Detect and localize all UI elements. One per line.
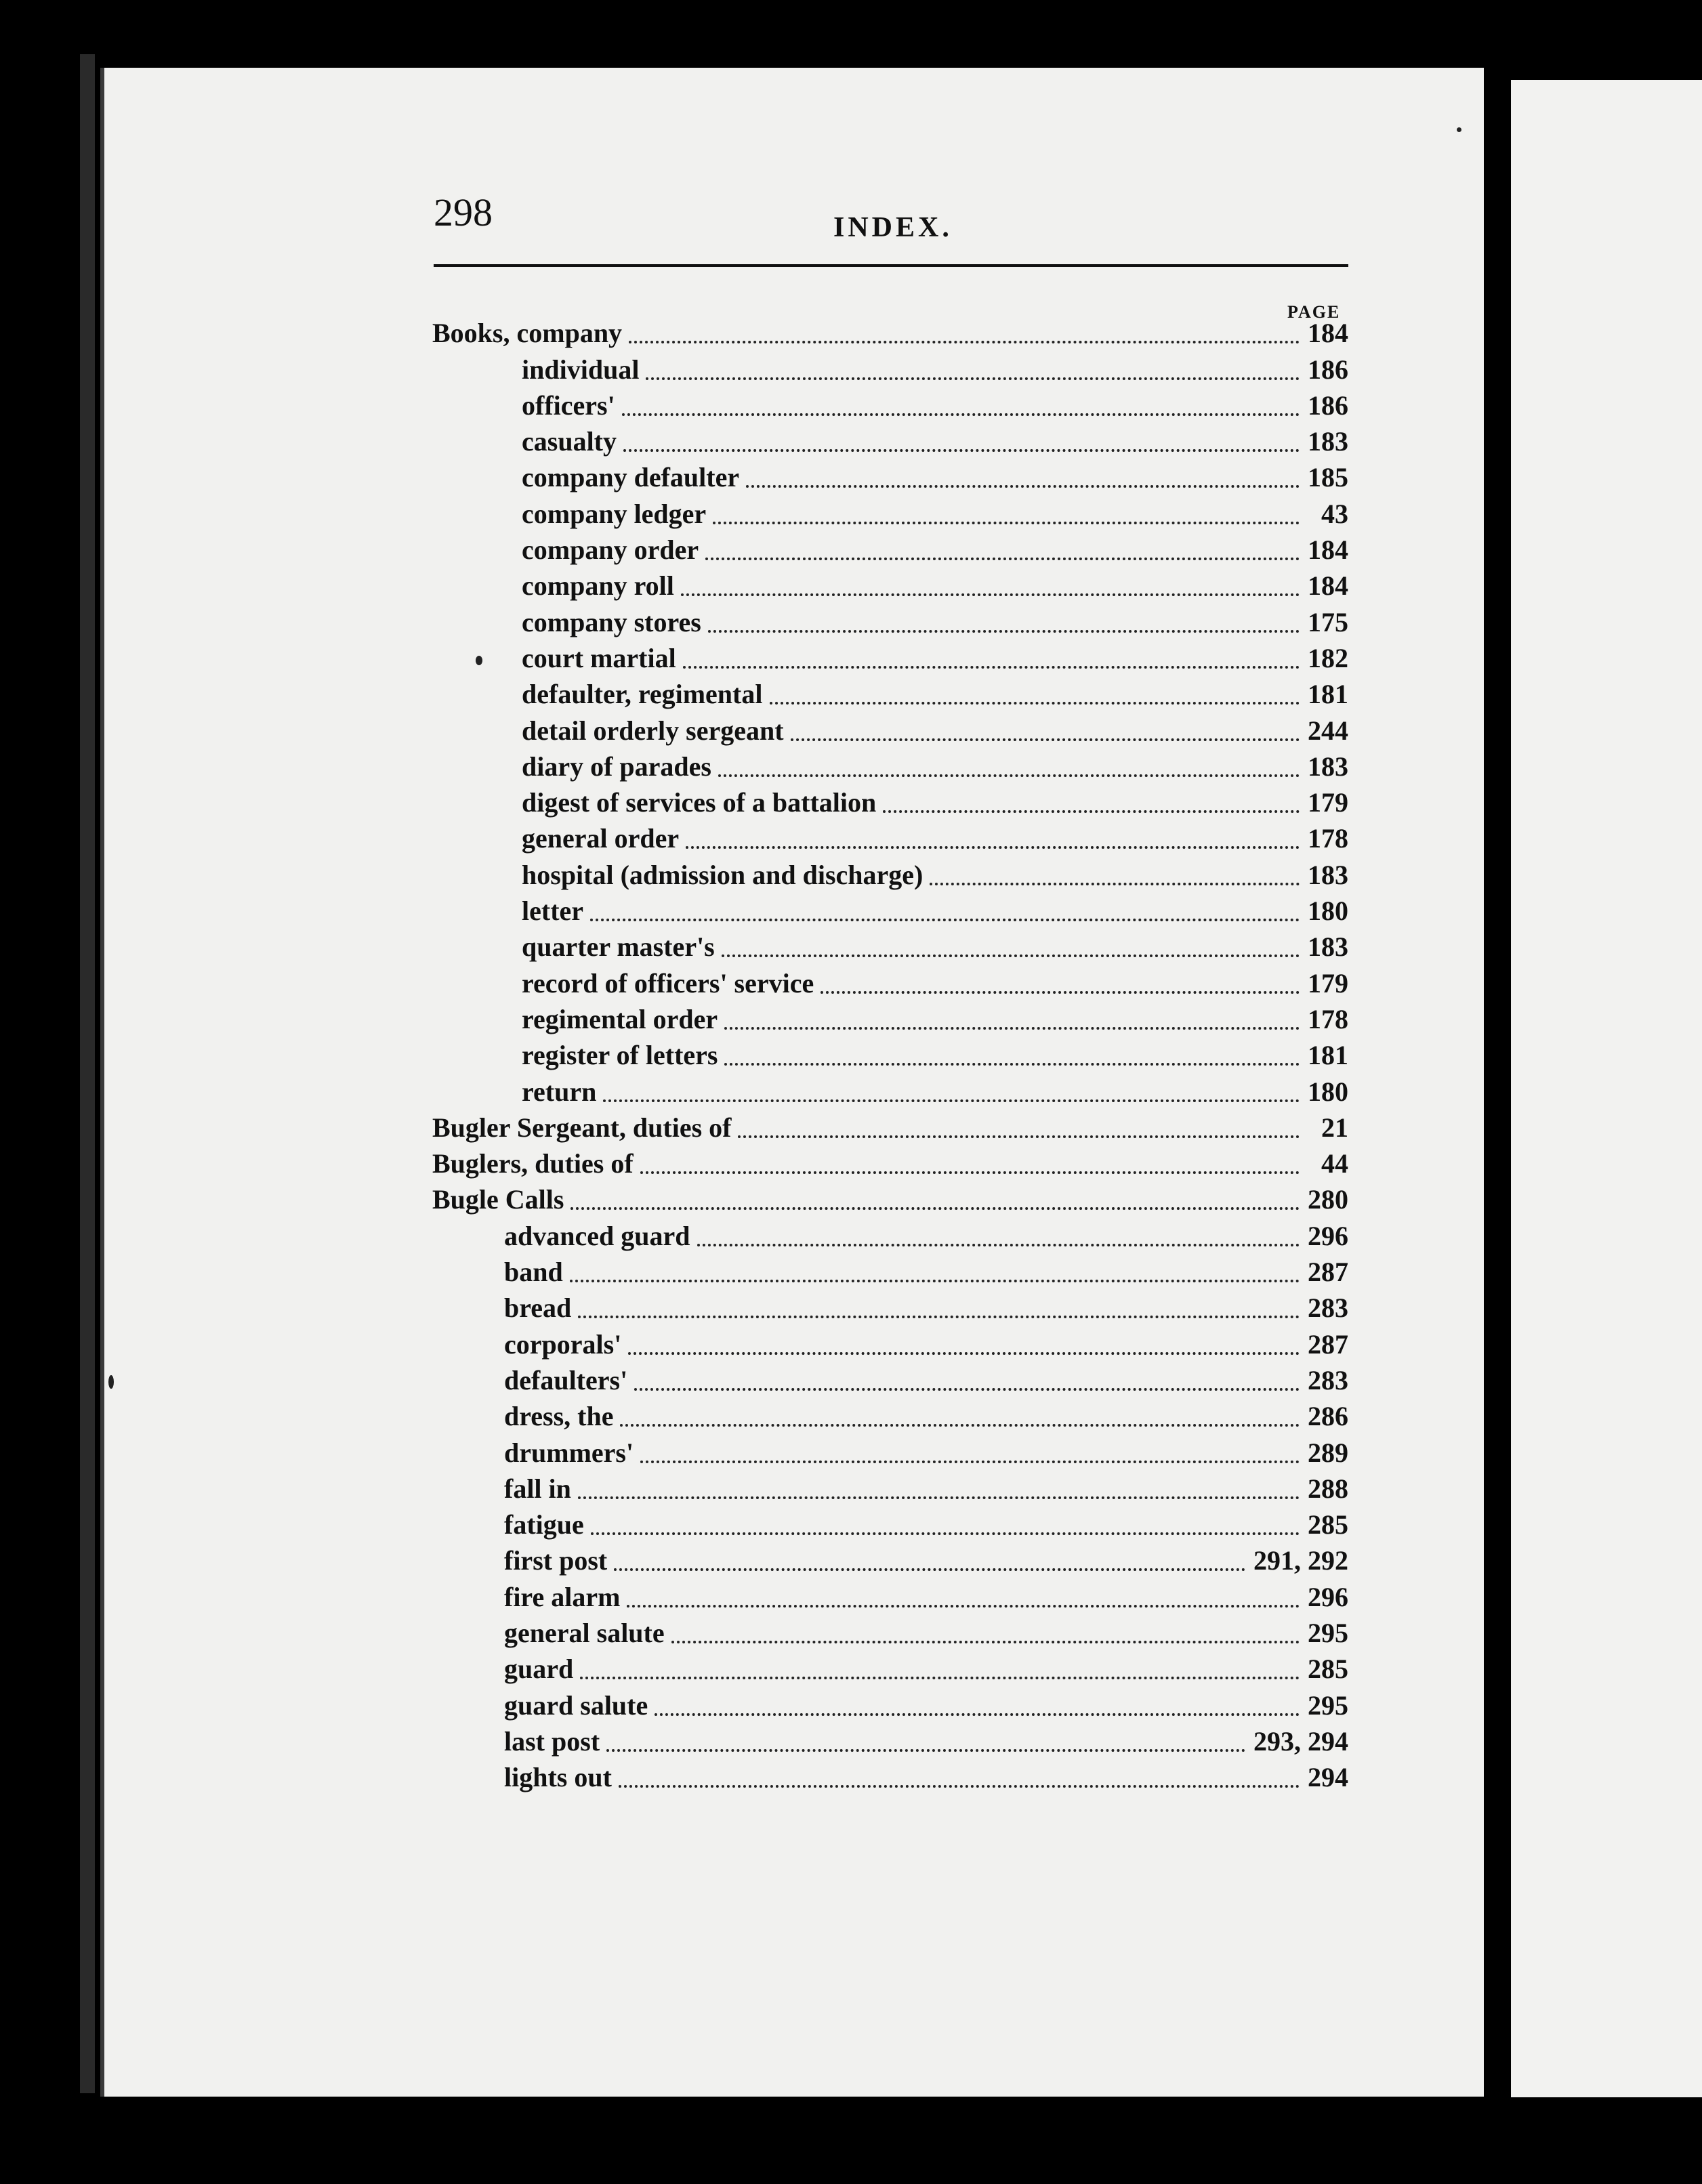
index-page-ref: 293, 294 (1253, 1725, 1348, 1757)
dot-leader (578, 1496, 1300, 1499)
index-entry (427, 782, 1348, 818)
page-number: 298 (434, 190, 493, 234)
dot-leader (655, 1713, 1300, 1716)
index-entry (427, 1505, 1348, 1540)
index-entry (427, 530, 1348, 566)
dot-leader (738, 1135, 1300, 1138)
index-entry (427, 854, 1348, 890)
index-page-ref: 286 (1308, 1401, 1348, 1432)
dot-leader (705, 557, 1300, 560)
index-entry (427, 1432, 1348, 1468)
dot-leader (683, 665, 1300, 669)
index-entries (427, 313, 1348, 1793)
index-entry (427, 999, 1348, 1035)
dot-leader (640, 1171, 1300, 1174)
index-term: diary of parades (522, 751, 711, 782)
index-entry (427, 1721, 1348, 1757)
index-term: record of officers' service (522, 967, 814, 999)
index-term: guard (504, 1654, 574, 1685)
dot-leader (722, 954, 1300, 957)
index-page-ref: 21 (1321, 1112, 1348, 1143)
index-term: individual (522, 354, 640, 385)
index-entry (427, 1108, 1348, 1143)
index-term: advanced guard (504, 1220, 690, 1251)
scan-border-left (80, 54, 95, 2093)
index-term: defaulter, regimental (522, 679, 763, 710)
dot-leader (640, 1460, 1300, 1463)
scan-speck (476, 656, 482, 665)
dot-leader (708, 629, 1300, 633)
dot-leader (697, 1243, 1300, 1246)
index-page-ref: 184 (1308, 570, 1348, 602)
dot-leader (629, 340, 1300, 343)
index-entry (427, 710, 1348, 746)
index-page-ref: 179 (1308, 967, 1348, 999)
dot-leader (590, 918, 1300, 921)
index-page-ref: 182 (1308, 642, 1348, 673)
index-page-ref: 181 (1308, 679, 1348, 710)
index-page-ref: 181 (1308, 1040, 1348, 1071)
index-entry (427, 602, 1348, 637)
index-entry (427, 818, 1348, 854)
index-entry (427, 349, 1348, 385)
index-page-ref: 244 (1308, 715, 1348, 746)
page-header (434, 190, 1342, 271)
index-entry (427, 674, 1348, 710)
index-entry (427, 1035, 1348, 1071)
index-entry (427, 1143, 1348, 1179)
index-term: drummers' (504, 1437, 634, 1468)
page-column-label: PAGE (1287, 302, 1341, 322)
index-page-ref: 175 (1308, 606, 1348, 637)
index-entry (427, 1324, 1348, 1360)
index-term: casualty (522, 426, 617, 457)
index-page-ref: 183 (1308, 859, 1348, 890)
index-term: company roll (522, 570, 674, 602)
index-page-ref: 287 (1308, 1257, 1348, 1288)
index-page-ref: 295 (1308, 1617, 1348, 1648)
dot-leader (883, 810, 1300, 813)
index-term: digest of services of a battalion (522, 787, 877, 818)
index-entry (427, 1396, 1348, 1432)
index-page-ref: 294 (1308, 1762, 1348, 1793)
index-entry (427, 1576, 1348, 1612)
index-term: detail orderly sergeant (522, 715, 784, 746)
index-page-ref: 287 (1308, 1328, 1348, 1360)
index-term: regimental order (522, 1003, 718, 1034)
dot-leader (570, 1279, 1300, 1282)
index-page-ref: 183 (1308, 931, 1348, 963)
dot-leader (627, 1604, 1300, 1608)
index-entry (427, 1288, 1348, 1324)
index-page-ref: 178 (1308, 1003, 1348, 1034)
index-term: fatigue (504, 1509, 584, 1540)
index-entry (427, 1613, 1348, 1649)
index-entry (427, 1252, 1348, 1288)
index-entry (427, 313, 1348, 349)
scan-speck (1457, 127, 1461, 132)
index-term: fall in (504, 1473, 571, 1504)
index-entry (427, 1215, 1348, 1251)
index-page-ref: 184 (1308, 318, 1348, 349)
index-page-ref: 280 (1308, 1184, 1348, 1215)
index-page-ref: 185 (1308, 462, 1348, 493)
dot-leader (620, 1423, 1300, 1427)
dot-leader (606, 1748, 1245, 1752)
dot-leader (628, 1351, 1300, 1355)
dot-leader (681, 593, 1300, 596)
index-term: general order (522, 823, 680, 854)
header-rule (434, 264, 1348, 267)
index-page-ref: 296 (1308, 1220, 1348, 1251)
index-page-ref: 44 (1321, 1148, 1348, 1179)
index-term: letter (522, 896, 584, 927)
index-term: register of letters (522, 1040, 718, 1071)
dot-leader (686, 845, 1300, 849)
index-page-ref: 43 (1321, 498, 1348, 529)
index-entry (427, 385, 1348, 421)
index-entry (427, 493, 1348, 529)
index-term: last post (504, 1725, 600, 1757)
index-term: quarter master's (522, 931, 715, 963)
index-entry (427, 457, 1348, 493)
index-page-ref: 179 (1308, 787, 1348, 818)
index-entry (427, 963, 1348, 999)
dot-leader (603, 1099, 1300, 1102)
dot-leader (623, 448, 1300, 452)
index-term: company order (522, 534, 699, 566)
dot-leader (634, 1387, 1300, 1391)
index-entry (427, 1469, 1348, 1505)
index-entry (427, 1649, 1348, 1685)
dot-leader (821, 990, 1300, 994)
index-page-ref: 180 (1308, 1076, 1348, 1107)
index-page-ref: 285 (1308, 1654, 1348, 1685)
index-entry (427, 1179, 1348, 1215)
index-entry (427, 1071, 1348, 1107)
dot-leader (671, 1640, 1300, 1643)
index-entry (427, 747, 1348, 782)
index-term: bread (504, 1293, 572, 1324)
dot-leader (724, 1062, 1300, 1066)
dot-leader (570, 1206, 1300, 1210)
dot-leader (578, 1315, 1300, 1318)
index-term: company defaulter (522, 462, 740, 493)
dot-leader (622, 413, 1300, 416)
index-term: first post (504, 1545, 608, 1576)
dot-leader (614, 1568, 1245, 1571)
index-page-ref: 184 (1308, 534, 1348, 566)
index-entry (427, 891, 1348, 927)
index-term: Bugler Sergeant, duties of (432, 1112, 732, 1143)
index-page-ref: 183 (1308, 751, 1348, 782)
index-term: hospital (admission and discharge) (522, 859, 923, 890)
index-term: return (522, 1076, 597, 1107)
index-entry (427, 421, 1348, 457)
index-page-ref: 186 (1308, 354, 1348, 385)
index-term: company stores (522, 606, 701, 637)
index-page-ref: 186 (1308, 390, 1348, 421)
index-page-ref: 295 (1308, 1689, 1348, 1721)
index-page-ref: 289 (1308, 1437, 1348, 1468)
dot-leader (770, 701, 1300, 705)
index-entry (427, 566, 1348, 602)
index-term: general salute (504, 1617, 665, 1648)
index-entry (427, 1685, 1348, 1721)
index-entry (427, 1540, 1348, 1576)
index-term: company ledger (522, 498, 707, 529)
index-page-ref: 283 (1308, 1293, 1348, 1324)
dot-leader (746, 484, 1300, 488)
index-entry (427, 1757, 1348, 1793)
dot-leader (580, 1676, 1300, 1679)
index-term: Books, company (432, 318, 623, 349)
index-term: fire alarm (504, 1581, 621, 1612)
index-term: court martial (522, 642, 676, 673)
index-page-ref: 178 (1308, 823, 1348, 854)
scan-speck (108, 1375, 114, 1389)
dot-leader (591, 1532, 1300, 1535)
dot-leader (713, 521, 1300, 524)
index-page-ref: 288 (1308, 1473, 1348, 1504)
dot-leader (646, 377, 1300, 380)
index-term: Bugle Calls (432, 1184, 564, 1215)
index-page-ref: 296 (1308, 1581, 1348, 1612)
index-page-ref: 291, 292 (1253, 1545, 1348, 1576)
index-term: Buglers, duties of (432, 1148, 634, 1179)
index-page-ref: 283 (1308, 1364, 1348, 1395)
index-term: guard salute (504, 1689, 648, 1721)
index-term: dress, the (504, 1401, 614, 1432)
dot-leader (619, 1784, 1300, 1788)
index-entry (427, 927, 1348, 963)
running-head: INDEX. (833, 212, 953, 243)
index-term: defaulters' (504, 1364, 628, 1395)
dot-leader (724, 1026, 1300, 1030)
index-entry (427, 638, 1348, 674)
index-term: lights out (504, 1762, 612, 1793)
index-page-ref: 285 (1308, 1509, 1348, 1540)
index-page-ref: 180 (1308, 896, 1348, 927)
index-page-ref: 183 (1308, 426, 1348, 457)
dot-leader (718, 774, 1300, 777)
index-term: officers' (522, 390, 615, 421)
index-term: corporals' (504, 1328, 622, 1360)
facing-page-edge (1511, 80, 1702, 2097)
index-entry (427, 1360, 1348, 1396)
index-term: band (504, 1257, 563, 1288)
dot-leader (930, 882, 1300, 885)
dot-leader (791, 738, 1300, 741)
